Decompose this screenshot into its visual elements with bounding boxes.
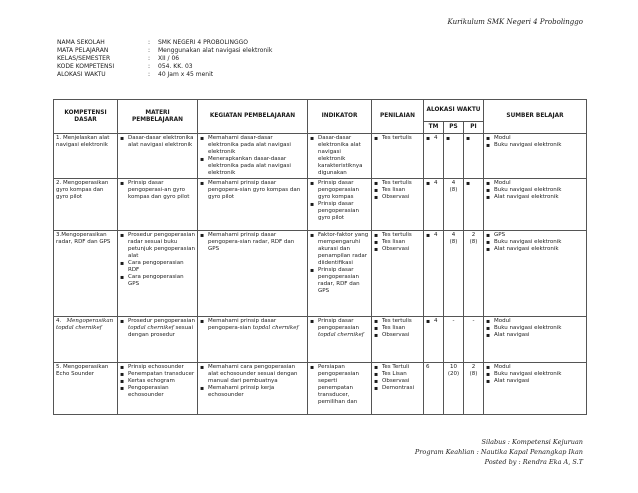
list-item: ▪ Prinsip dasar pengoperasian topdal chernikef	[310, 318, 369, 339]
list-item: ▪ Modul	[486, 180, 584, 187]
list-item: ▪ Demontrasi	[374, 385, 421, 392]
table-row	[54, 363, 587, 415]
list-item: ▪ Persiapan pengoperasian seperti penempatan transducer, pemilihan dan	[310, 364, 369, 406]
list-item: ▪ Alat navigasi elektronik	[486, 194, 584, 201]
document-header: Kurikulum SMK Negeri 4 Probolinggo	[447, 18, 583, 26]
list-item: ▪ Buku navigasi elektronik	[486, 142, 584, 149]
list-item: ▪ Memahami prinsip dasar pengopera-sian radar, RDF dan GPS	[200, 232, 305, 253]
list-item: ▪ Modul	[486, 318, 584, 325]
list-item: ▪ Observasi	[374, 194, 421, 201]
cell-kd: 1. Menjelaskan alat navigasi elektronik	[54, 134, 118, 179]
info-row-class: KELAS/SEMESTER : XII / 06	[57, 55, 180, 62]
list-item: ▪ Cara pengoperasian RDF	[120, 260, 195, 274]
list-item: ▪ Modul	[486, 364, 584, 371]
list-item: ▪ Observasi	[374, 378, 421, 385]
cell-tm: 6	[424, 363, 444, 415]
cell-pi: 2 (8)	[464, 231, 484, 317]
list-item: ▪ Cara pengoperasian GPS	[120, 274, 195, 288]
syllabus-table	[53, 99, 587, 415]
header-pi: PI	[464, 122, 484, 134]
cell-kd: 3.Mengoperasikan radar, RDF dan GPS	[54, 231, 118, 317]
list-item: ▪ Observasi	[374, 246, 421, 253]
footer-line: Posted by : Rendra Eka A, S.T	[484, 458, 583, 466]
list-item: ▪ Faktor-faktor yang mempengaruhi akurasi dan penampilan radar diidentifikasi	[310, 232, 369, 267]
cell-tm: ▪ 4	[426, 232, 441, 239]
list-item: ▪ Buku navigasi elektronik	[486, 187, 584, 194]
list-item: ▪ Menerapkankan dasar-dasar elektronika pada alat navigasi elektronik	[200, 156, 305, 177]
header-sumber: SUMBER BELAJAR	[484, 100, 587, 134]
footer-line: Silabus : Kompetensi Kejuruan	[481, 438, 583, 446]
cell-tm: ▪ 4	[426, 135, 441, 142]
list-item: ▪ Observasi	[374, 332, 421, 339]
cell-pi: -	[464, 317, 484, 363]
list-item: ▪ Tes tertulis	[374, 180, 421, 187]
header-indikator: INDIKATOR	[308, 100, 372, 134]
identity-block	[57, 39, 272, 79]
list-item: ▪ Prinsip echosounder	[120, 364, 195, 371]
list-item: ▪ Prinsip dasar pengoperasian gyro kompas	[310, 180, 369, 201]
list-item: ▪ Buku navigasi elektronik	[486, 325, 584, 332]
info-row-subject: MATA PELAJARAN : Menggunakan alat navigasi elektronik	[57, 47, 273, 54]
header-materi: MATERI PEMBELAJARAN	[118, 100, 198, 134]
cell-tm: ▪ 4	[426, 180, 441, 187]
cell-ps: -	[444, 317, 464, 363]
header-penilaian: PENILAIAN	[372, 100, 424, 134]
list-item: ▪ Alat navigasi	[486, 332, 584, 339]
list-item: ▪ Tes tertulis	[374, 135, 421, 142]
list-item: ▪ Prinsip dasar pengoperasian radar, RDF dan GPS	[310, 267, 369, 295]
cell-kd: 4. Mengoperasikan topdal chernikef	[54, 317, 118, 363]
list-item: ▪ Kertas echogram	[120, 378, 195, 385]
header-alokasi: ALOKASI WAKTU	[424, 100, 484, 122]
list-item: ▪ Alat navigasi elektronik	[486, 246, 584, 253]
table-row	[54, 134, 587, 179]
list-item: ▪ Memahami cara pengoperasian alat echosounder sesuai dengan manual dari pembuatnya	[200, 364, 305, 385]
list-item: ▪ Tes lisan	[374, 239, 421, 246]
list-item: ▪ Dasar-dasar elektronika alat navigasi elektronik karakteristiknya digunakan	[310, 135, 369, 177]
info-row-time: ALOKASI WAKTU : 40 Jam x 45 menit	[57, 71, 214, 78]
list-item: ▪ Pengoperasian echosounder	[120, 385, 195, 399]
list-item: ▪ Dasar-dasar elektronika alat navigasi elektronik	[120, 135, 195, 149]
header-kegiatan: KEGIATAN PEMBELAJARAN	[198, 100, 308, 134]
info-row-code: KODE KOMPETENSI : 054. KK. 03	[57, 63, 193, 70]
list-item: ▪ Tes tertulis	[374, 232, 421, 239]
list-item: ▪ GPS	[486, 232, 584, 239]
list-item: ▪ Buku navigasi elektronik	[486, 239, 584, 246]
document-footer	[415, 437, 583, 467]
info-row-school: NAMA SEKOLAH : SMK NEGERI 4 PROBOLINGGO	[57, 39, 248, 46]
list-item: ▪ Modul	[486, 135, 584, 142]
list-item: ▪ Tes Lisan	[374, 371, 421, 378]
list-item: ▪ Prinsip dasar pengoperasian gyro pilot	[310, 201, 369, 222]
table-row	[54, 179, 587, 231]
list-item: ▪ Penempatan transducer	[120, 371, 195, 378]
list-item: ▪ Prosedur pengoperasian topdal chernikef sesuai dengan prosedur	[120, 318, 195, 339]
cell-ps: 4 (8)	[444, 179, 464, 231]
table-row	[54, 231, 587, 317]
footer-line: Program Keahlian : Nautika Kapal Penangkap Ikan	[414, 448, 583, 456]
cell-tm: ▪ 4	[426, 318, 441, 325]
list-item: ▪ Memahami prinsip dasar pengopera-sian gyro kompas dan gyro pilot	[200, 180, 305, 201]
cell-ps: 10 (20)	[444, 363, 464, 415]
list-item: ▪ Tes lisan	[374, 325, 421, 332]
list-item: ▪ Alat navigasi	[486, 378, 584, 385]
table-row	[54, 317, 587, 363]
list-item: ▪ Memahami prinsip kerja echosounder	[200, 385, 305, 399]
cell-pi: 2 (8)	[464, 363, 484, 415]
header-tm: TM	[424, 122, 444, 134]
list-item: ▪ Prosedur pengoperasian radar sesuai buku petunjuk pengoperasian alat	[120, 232, 195, 260]
list-item: ▪ Memahami prinsip dasar pengopera-sian topdal chernikef	[200, 318, 305, 332]
list-item: ▪ Prinsip dasar pengoperasi-an gyro kompas dan gyro pilot	[120, 180, 195, 201]
list-item: ▪ Tes tertulis	[374, 318, 421, 325]
cell-ps: 4 (8)	[444, 231, 464, 317]
cell-kd: 2. Mengoperasikan gyro kompas dan gyro pilot	[54, 179, 118, 231]
header-ps: PS	[444, 122, 464, 134]
list-item: ▪ Buku navigasi elektronik	[486, 371, 584, 378]
header-kompetensi: KOMPETENSI DASAR	[54, 100, 118, 134]
list-item: ▪ Memahami dasar-dasar elektronika pada alat navigasi elektronik	[200, 135, 305, 156]
list-item: ▪ Tes lisan	[374, 187, 421, 194]
list-item: ▪ Tes Tertuli	[374, 364, 421, 371]
cell-kd: 5. Mengoperasikan Echo Sounder	[54, 363, 118, 415]
